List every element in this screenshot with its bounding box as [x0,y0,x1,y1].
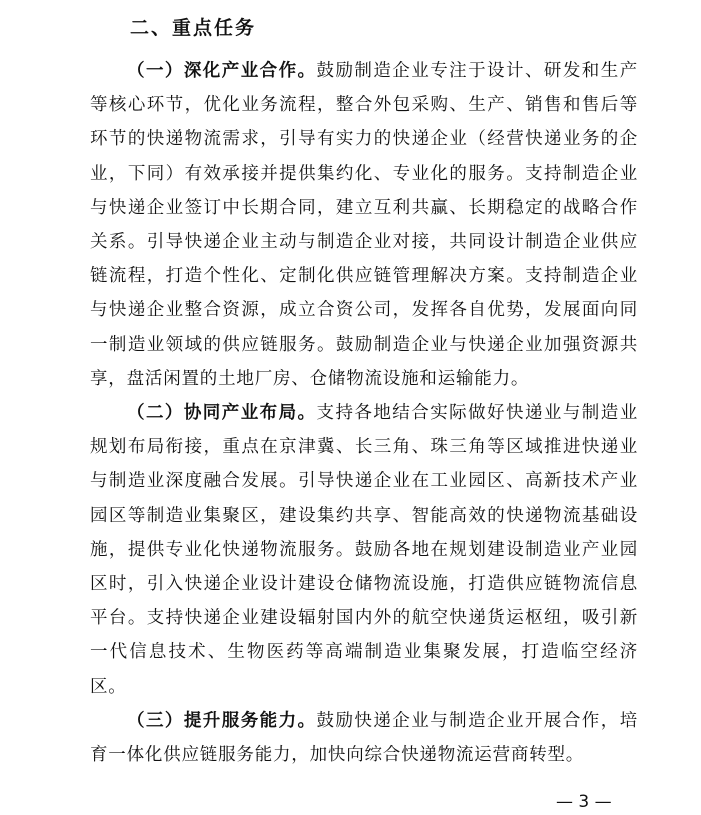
paragraph-1 [90,54,638,396]
paragraph-1-text: 鼓励制造企业专注于设计、研发和生产等核心环节，优化业务流程，整合外包采购、生产、销售和售后等环节的快递物流需求，引导有实力的快递企业（经营快递业务的企业，下同）有效承接并提供集约化、专业化的服务。支持制造企业与快递企业签订中长期合同，建立互利共赢、长期稳定的战略合作关系。引导快递企业主动与制造企业对接，共同设计制造企业供应链流程，打造个性化、定制化供应链管理解决方案。支持制造企业与快递企业整合资源，成立合资公司，发挥各自优势，发展面向同一制造业领域的供应链服务。鼓励制造企业与快递企业加强资源共享，盘活闲置的土地厂房、仓储物流设施和运输能力。 [90,61,638,389]
paragraph-3-lead: （三）提升服务能力。 [127,710,317,731]
paragraph-2-text: 支持各地结合实际做好快递业与制造业规划布局衔接，重点在京津冀、长三角、珠三角等区域推进快递业与制造业深度融合发展。引导快递企业在工业园区、高新技术产业园区等制造业集聚区，建设集约共享、智能高效的快递物流基础设施，提供专业化快递物流服务。鼓励各地在规划建设制造业产业园区时，引入快递企业设计建设仓储物流设施，打造供应链物流信息平台。支持快递企业建设辐射国内外的航空快递货运枢纽，吸引新一代信息技术、生物医药等高端制造业集聚发展，打造临空经济区。 [90,403,638,697]
paragraph-3-text: 鼓励快递企业与制造企业开展合作，培育一体化供应链服务能力，加快向综合快递物流运营商转型。 [90,710,638,766]
paragraph-1-lead: （一）深化产业合作。 [127,61,317,81]
paragraph-3 [90,704,638,772]
paragraph-2 [90,396,638,704]
page-number: — 3 — [556,792,612,812]
paragraph-2-lead: （二）协同产业布局。 [127,403,317,424]
section-heading: 二、重点任务 [130,17,257,39]
document-body [90,54,638,772]
